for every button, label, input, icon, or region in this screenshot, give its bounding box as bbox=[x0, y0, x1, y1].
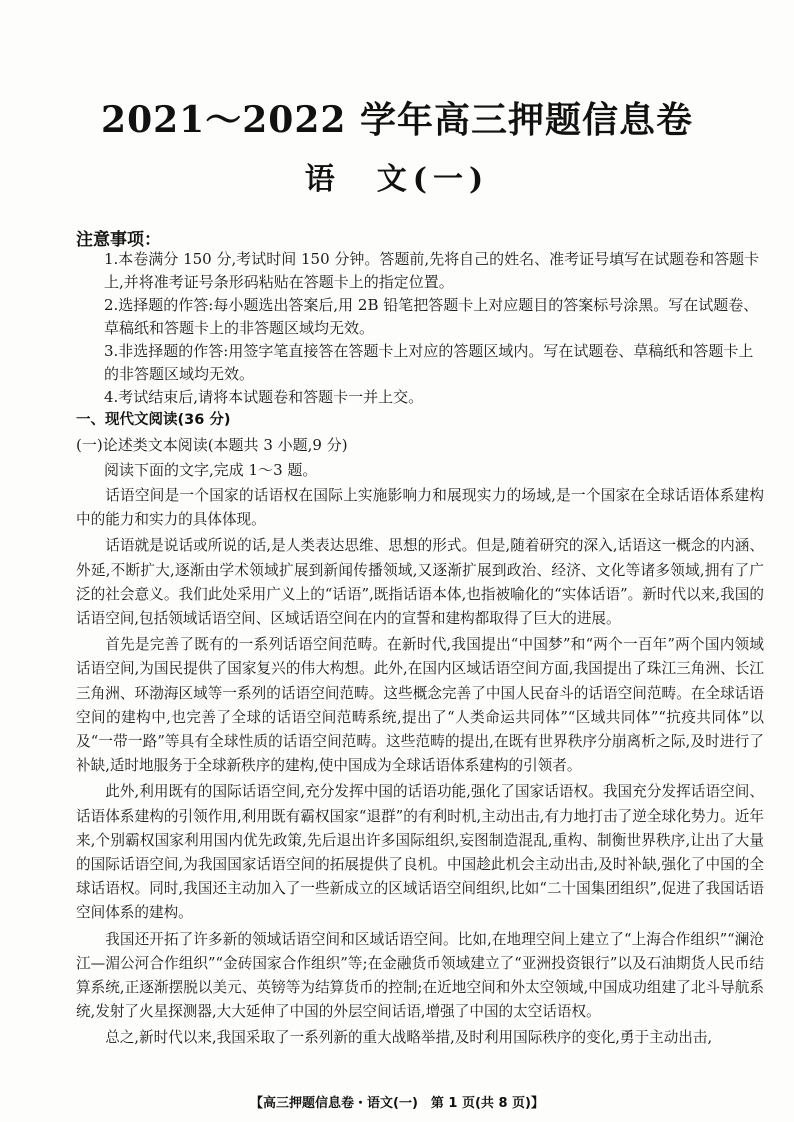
passage-paragraph: 我国还开拓了许多新的领域话语空间和区域话语空间。比如,在地理空间上建立了“上海合作组织”“澜沧江—湄公河合作组织”“金砖国家合作组织”等;在金融货币领域建立了“亚洲投资银行”以及石油期货人民币结算系统,正逐渐摆脱以美元、英镑等为结算货币的控制;在近地空间和外太空领域,中国成功组建了北斗导航系统,发射了火星探测器,大大延伸了中国的外层空间话语,增强了中国的太空话语权。 bbox=[76, 930, 764, 1021]
reading-passage bbox=[76, 484, 764, 1053]
notice-item: 1.本卷满分 150 分,考试时间 150 分钟。答题前,先将自己的姓名、准考证号填写在试题卷和答题卡上,并将准考证号条形码粘贴在答题卡上的指定位置。 bbox=[104, 250, 760, 291]
notice-item: 3.非选择题的作答:用签字笔直接答在答题卡上对应的答题区域内。写在试题卷、草稿纸和答题卡上的非答题区域均无效。 bbox=[104, 342, 754, 383]
passage-paragraph: 话语空间是一个国家的话语权在国际上实施影响力和展现实力的场域,是一个国家在全球话语体系建构中的能力和实力的具体体现。 bbox=[76, 487, 764, 529]
page-footer: 【高三押题信息卷・语文(一) 第 1 页(共 8 页)】 bbox=[250, 1096, 544, 1111]
subject-title: 语 文(一) bbox=[304, 162, 490, 197]
section-heading: 一、现代文阅读(36 分) bbox=[76, 412, 231, 428]
notice-item: 2.选择题的作答:每小题选出答案后,用 2B 铅笔把答题卡上对应题目的答案标号涂黑。写在试题卷、草稿纸和答题卡上的非答题区域均无效。 bbox=[104, 296, 759, 337]
passage-paragraph: 首先是完善了既有的一系列话语空间范畴。在新时代,我国提出“中国梦”和“两个一百年”两个国内领域话语空间,为国民提供了国家复兴的伟大构想。此外,在国内区域话语空间方面,我国提出了珠江三角洲、长江三角洲、环渤海区域等一系列的话语空间范畴。这些概念完善了中国人民奋斗的话语空间范畴。在全球话语空间的建构中,也完善了全球的话语空间范畴系统,提出了“人类命运共同体”“区域共同体”“抗疫共同体”以及“一带一路”等具有全球性质的话语空间范畴。这些范畴的提出,在既有世界秩序分崩离析之际,及时进行了补缺,适时地服务于全球新秩序的建构,使中国成为全球话语体系建构的引领者。 bbox=[76, 636, 764, 775]
reading-instruction: 阅读下面的文字,完成 1～3 题。 bbox=[104, 461, 318, 479]
passage-paragraph: 总之,新时代以来,我国采取了一系列新的重大战略举措,及时利用国际秩序的变化,勇于主动出击, bbox=[105, 1029, 713, 1047]
passage-paragraph: 此外,利用既有的国际话语空间,充分发挥中国的话语功能,强化了国家话语权。我国充分发挥话语空间、话语体系建构的引领作用,利用既有霸权国家“退群”的有利时机,主动出击,有力地打击了逆全球化势力。近年来,个别霸权国家利用国内优先政策,先后退出许多国际组织,妄图制造混乱,重构、制衡世界秩序,让出了大量的国际话语空间,为我国国家话语空间的拓展提供了良机。中国趁此机会主动出击,及时补缺,强化了中国的全球话语权。同时,我国还主动加入了一些新成立的区域话语空间组织,比如“二十国集团组织”,促进了我国话语空间体系的建构。 bbox=[76, 783, 764, 922]
passage-paragraph: 话语就是说话或所说的话,是人类表达思维、思想的形式。但是,随着研究的深入,话语这一概念的内涵、外延,不断扩大,逐渐由学术领域扩展到新闻传播领域,又逐渐扩展到政治、经济、文化等诸多领域,拥有了广泛的社会意义。我们此处采用广义上的“话语”,既指话语本体,也指被喻化的“实体话语”。新时代以来,我国的话语空间,包括领域话语空间、区域话语空间在内的宣誓和建构都取得了巨大的进展。 bbox=[76, 537, 764, 628]
notice-item: 4.考试结束后,请将本试题卷和答题卡一并上交。 bbox=[104, 388, 424, 406]
notice-heading: 注意事项： bbox=[76, 230, 161, 250]
exam-title: 2021～2022 学年高三押题信息卷 bbox=[101, 99, 693, 141]
notice-list bbox=[104, 248, 764, 409]
section-subheading: (一)论述类文本阅读(本题共 3 小题,9 分) bbox=[76, 436, 348, 454]
